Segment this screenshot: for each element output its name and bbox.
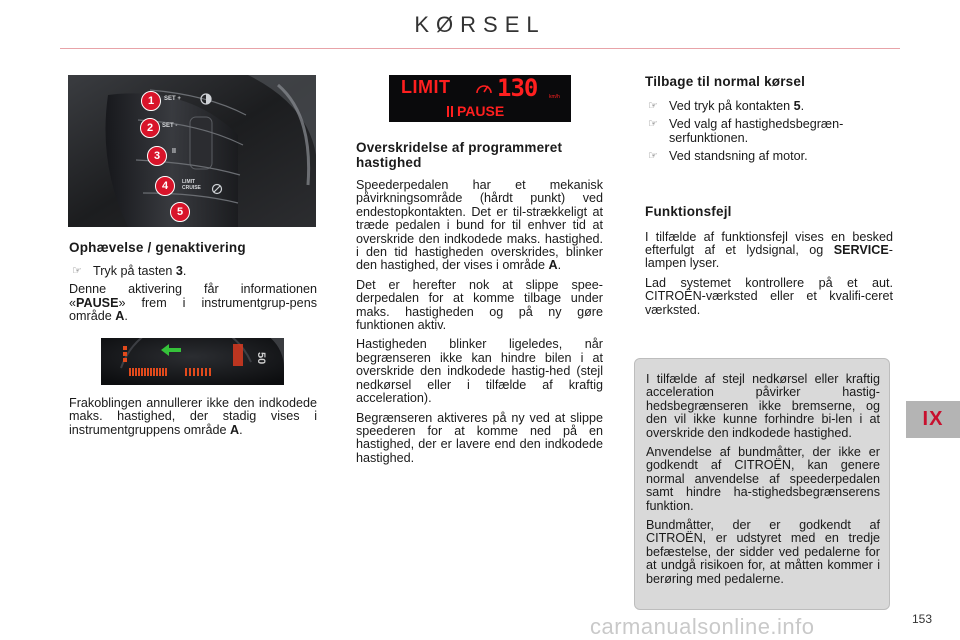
- display-limit-text: LIMIT: [401, 77, 451, 97]
- middle-column: [356, 140, 603, 471]
- display-speed-unit: km/h: [549, 94, 560, 100]
- pointing-hand-icon: ☞: [648, 150, 658, 163]
- watermark: carmanualsonline.info: [590, 614, 815, 639]
- page-title: KØRSEL: [414, 12, 546, 37]
- limit-cruise-label: LIMIT CRUISE: [182, 179, 201, 191]
- paragraph-pause-info: Denne aktivering får informationen «PAUSE» frem i instrumentgrup-pens område A.: [69, 282, 317, 324]
- instrument-cluster-photo: [101, 338, 284, 385]
- left-column: [69, 240, 317, 330]
- title-rule: [60, 48, 900, 49]
- speedometer-icon: [475, 80, 493, 98]
- display-pause-text: PAUSE: [457, 103, 505, 119]
- pointing-hand-icon: ☞: [648, 118, 658, 131]
- callout-1: 1: [141, 91, 161, 111]
- chapter-number: IX: [922, 408, 944, 430]
- paragraph-malfunction: I tilfælde af funktionsfejl vises en besked efterfulgt af et lydsignal, og SERVICE-lampen lyser.: [645, 229, 893, 271]
- set-plus-label: SET +: [164, 96, 181, 102]
- left-column-lower: [69, 397, 317, 443]
- bullet-select-limiter: ☞ Ved valg af hastighedsbegræn-serfunktionen.: [648, 117, 844, 145]
- callout-3: 3: [147, 146, 167, 166]
- warning-note-box: [634, 358, 890, 610]
- paragraph-reactivate: Begrænseren aktiveres på ny ved at slippe speederen for at komme ned på en hastighed, der er lavere end den indkodede hastighed.: [356, 410, 603, 465]
- pause-bars-icon: [447, 106, 453, 117]
- paragraph-workshop: Lad systemet kontrollere på et aut. CITROËN-værksted eller et kvalifi-ceret værksted.: [645, 275, 893, 317]
- bullet-press-switch-5: ☞ Ved tryk på kontakten 5.: [648, 99, 805, 113]
- cruise-stalk-photo: [68, 75, 316, 227]
- bullet-engine-stop: ☞ Ved standsning af motor.: [648, 149, 808, 164]
- paragraph-disconnect: Frakoblingen annullerer ikke den indkodede maks. hastighed, der stadig vises i instrumentgruppens område A.: [69, 396, 317, 437]
- pointing-hand-icon: ☞: [648, 100, 658, 112]
- set-minus-label: SET -: [162, 123, 178, 129]
- chapter-tab: [906, 401, 960, 438]
- heading-deactivate: Ophævelse / genaktivering: [69, 240, 246, 255]
- heading-overspeed: Overskridelse af programmeret hastighed: [356, 140, 563, 170]
- paragraph-release-pedal: Det er herefter nok at slippe spee-derpedalen for at komme tilbage under maks. hastigheden og på ny gøre funktionen aktiv.: [356, 277, 603, 333]
- pointing-hand-icon: ☞: [72, 265, 82, 277]
- note-paragraph-floor-mats: Anvendelse af bundmåtter, der ikke er godkendt af CITROËN, kan genere normal anvendelse af speederpedalen samt hindre ha-stighedsbegrænserens funktion.: [646, 445, 880, 513]
- right-column: [645, 74, 893, 323]
- callout-5: 5: [170, 202, 190, 222]
- arrow-left-icon: [161, 343, 181, 355]
- pause-label: II: [172, 148, 176, 155]
- limit-display-photo: [389, 75, 571, 122]
- callout-2: 2: [140, 118, 160, 138]
- paragraph-speed-flashes: Hastigheden blinker ligeledes, når begrænseren ikke kan hindre bilen i at overskride den indkodede hastig-hed (stejl nedkørsel eller i tilfælde af kraftig acceleration).: [356, 337, 603, 406]
- bullet-press-key-3: ☞ Tryk på tasten 3.: [72, 264, 187, 278]
- note-paragraph-approved-mats: Bundmåtter, der er godkendt af CITROËN, er udstyret med en tredje befæstelse, der sidder ved pedalerne for at undgå risikoen for, at måtten kommer i berøring med pedalerne.: [646, 518, 880, 586]
- callout-4: 4: [155, 176, 175, 196]
- page-number: 153: [912, 612, 933, 626]
- cluster-fifty-label: 50: [255, 352, 267, 365]
- display-speed-value: 130: [497, 75, 538, 102]
- paragraph-hard-point: Speederpedalen har et mekanisk påvirkningsområde (hårdt punkt) ved endestopkontakten. Det er til-strækkeligt at træde pedalen i bund for til enhver tid at overskride den indkodede maks. hastighed. i den tid hastigheden overskrides, blinker den hastighed, der vises i område A.: [356, 178, 603, 273]
- cruise-stalk-illustration: [68, 75, 316, 227]
- heading-back-to-normal: Tilbage til normal kørsel: [645, 74, 806, 89]
- note-paragraph-downhill: I tilfælde af stejl nedkørsel eller kraftig acceleration påvirker hastig-hedsbegrænseren ikke bremserne, og den vil ikke kunne forhindre bi-len i at overskride den indkodede hastighed.: [646, 372, 880, 440]
- heading-malfunction: Funktionsfejl: [645, 203, 732, 219]
